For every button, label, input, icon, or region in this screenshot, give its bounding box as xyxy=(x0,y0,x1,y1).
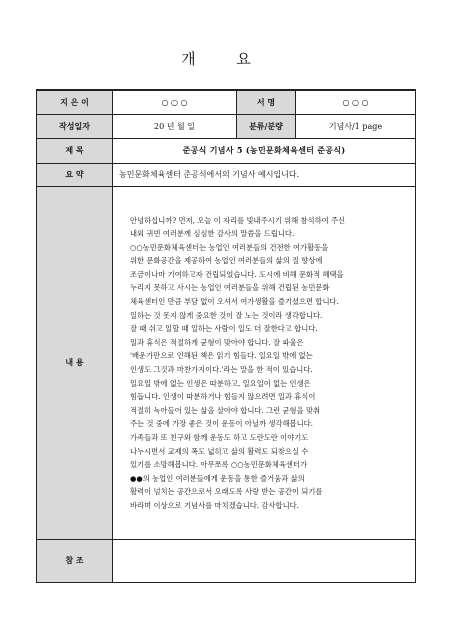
category-label: 분류/분량 xyxy=(237,114,296,138)
category-value: 기념사/1 page xyxy=(296,114,416,138)
writer-value: ○ ○ ○ xyxy=(296,90,416,114)
subject-value: 준공식 기념사 5 (농민문화체육센터 준공식) xyxy=(113,138,416,163)
content-text xyxy=(130,214,405,513)
content-line: 일과 휴식은 적절하게 균형이 맞아야 합니다. 잘 파울은 xyxy=(130,337,304,347)
content-body xyxy=(113,186,416,539)
content-label: 내 용 xyxy=(37,186,113,539)
content-line: 안녕하십니까? 먼저, 오늘 이 자리를 빛내주시기 위해 참석하여 주신 xyxy=(130,215,346,225)
content-line: 누리지 못하고 사시는 농업인 여러분들을 위해 건립된 농민문화 xyxy=(130,283,330,293)
reference-label: 참 조 xyxy=(37,539,113,582)
content-line: 조금이나마 기여하고자 건립되었습니다. 도시에 비해 문화적 혜택을 xyxy=(130,269,344,279)
content-line: 인생도 그것과 마찬가지이다.'라는 말을 한 적이 있습니다. xyxy=(130,365,313,375)
content-line: 위한 문화공간을 제공하여 농업인 여러분들의 삶의 질 향상에 xyxy=(130,256,323,266)
author-label: 지 은 이 xyxy=(37,90,113,114)
content-line: 잘 때 쉬고 일할 때 일하는 사람이 일도 더 잘한다고 합니다. xyxy=(130,324,318,334)
reference-row xyxy=(37,539,416,582)
content-line: 주는 것 중에 가장 좋은 것이 운동이 아닐까 생각해봅니다. xyxy=(130,419,313,429)
content-line: 체육센터인 만큼 부담 없이 오셔서 여가생활을 즐기셨으면 합니다. xyxy=(130,297,339,307)
subject-label: 제 목 xyxy=(37,138,113,163)
content-line: 힘듭니다. 인생이 따분하거나 힘들지 않으려면 일과 휴식이 xyxy=(130,392,316,402)
document-title: 개 요 xyxy=(181,50,269,68)
content-line: 바라며 이상으로 기념사를 마치겠습니다. 감사합니다. xyxy=(130,500,299,510)
content-line: 적절히 녹아들어 있는 삶을 살아야 합니다. 그런 균형을 맞춰 xyxy=(130,405,321,415)
reference-value xyxy=(113,539,416,582)
content-line: 일요일 밖에 없는 인생은 따분하고, 일요일이 없는 인생은 xyxy=(130,378,311,388)
content-row xyxy=(37,186,416,539)
summary-value: 농민문화체육센터 준공식에서의 기념사 예시입니다. xyxy=(113,163,416,186)
date-row xyxy=(37,114,416,138)
content-line: ○○농민문화체육센터는 농업인 여러분들의 건전한 여가활동을 xyxy=(130,242,329,252)
content-line: 내외 귀빈 여러분께 심심한 감사의 말씀을 드립니다. xyxy=(130,229,295,239)
content-line: 일하는 것 못지 않게 중요한 것이 잘 노는 것이라 생각합니다. xyxy=(130,310,323,320)
content-line: ●●의 농업인 여러분들에게 운동을 통한 즐거움과 삶의 xyxy=(130,473,305,483)
author-value: ○ ○ ○ xyxy=(113,90,237,114)
content-line: '배운가만으로 인해된 책은 읽기 힘들다. 일요일 밖에 없는 xyxy=(130,351,313,361)
subject-row xyxy=(37,138,416,163)
writer-label: 서 명 xyxy=(237,90,296,114)
author-row xyxy=(37,90,416,114)
content-line: 나누시면서 교제의 폭도 넓히고 삶의 활력도 되찾으실 수 xyxy=(130,446,309,456)
summary-form-table xyxy=(36,89,416,583)
summary-row xyxy=(37,163,416,186)
summary-label: 요 약 xyxy=(37,163,113,186)
content-line: 있기를 소망해봅니다. 아무쪼록 ○○농민문화체육센터가 xyxy=(130,460,308,470)
content-line: 활력이 넘치는 공간으로서 오래도록 사랑 받는 공간이 되기를 xyxy=(130,487,323,497)
date-value: 20 년 월 일 xyxy=(113,114,237,138)
date-label: 작성일자 xyxy=(37,114,113,138)
content-line: 가족들과 또 친구와 함께 운동도 하고 도란도란 이야기도 xyxy=(130,433,309,442)
